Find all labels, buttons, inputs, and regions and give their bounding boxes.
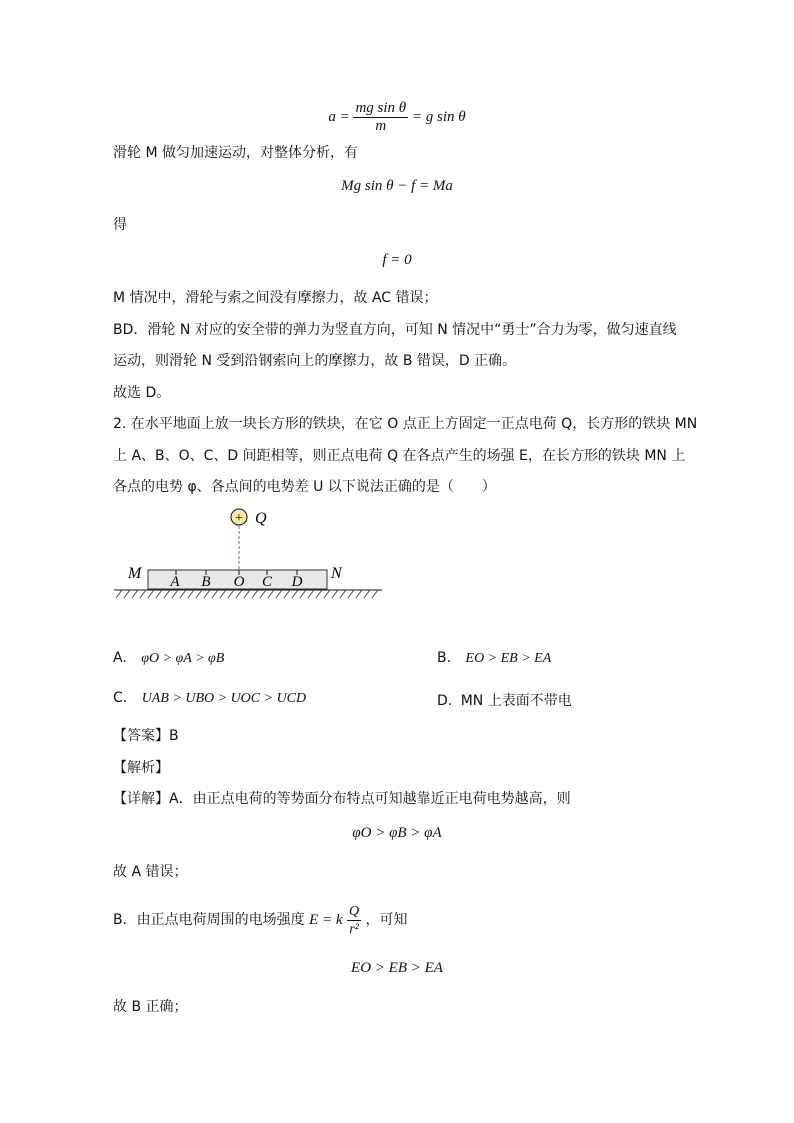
analysis-heading: 【解析】 xyxy=(113,760,169,776)
option-b[interactable] xyxy=(437,650,551,667)
detail-b-eq: E = k xyxy=(309,912,343,928)
option-d[interactable] xyxy=(437,690,572,710)
option-a-label: A. xyxy=(113,650,127,666)
detail-b-pre: B．由正点电荷周围的电场强度 xyxy=(113,912,305,928)
field-fraction-numerator: Q xyxy=(348,903,360,919)
point-c-label: C xyxy=(261,574,273,590)
option-c[interactable] xyxy=(113,690,306,707)
point-a-label: A xyxy=(170,574,180,590)
text-choose: 故选 D。 xyxy=(113,385,171,401)
fraction xyxy=(353,100,408,135)
point-d-label: D xyxy=(291,574,303,590)
text-de: 得 xyxy=(113,217,127,233)
text-b-right: 故 B 正确； xyxy=(113,999,188,1015)
field-fraction xyxy=(347,903,361,938)
text-m-move: 滑轮 M 做匀加速运动，对整体分析，有 xyxy=(113,145,358,161)
detail-b-post: ，可知 xyxy=(365,912,408,928)
equation-lhs: a = xyxy=(328,108,350,125)
charge-label: Q xyxy=(255,510,267,527)
option-d-text: MN 上表面不带电 xyxy=(460,693,572,709)
field-fraction-denominator: r² xyxy=(349,921,359,937)
label-n: N xyxy=(331,565,342,582)
ground-hatching xyxy=(116,590,378,598)
fraction-numerator: mg sin θ xyxy=(355,100,407,116)
option-a-text: φO > φA > φB xyxy=(141,651,225,666)
point-b-label: B xyxy=(201,574,211,590)
equation-field: EO > EB > EA xyxy=(351,960,443,976)
option-a[interactable] xyxy=(113,650,224,667)
text-m-case: M 情况中，滑轮与索之间没有摩擦力，故 AC 错误； xyxy=(113,290,438,306)
detail-a: 【详解】A．由正点电荷的等势面分布特点可知越靠近正电荷电势越高，则 xyxy=(113,791,571,807)
equation-force: Mg sin θ − f = Ma xyxy=(341,178,453,194)
option-d-label: D. xyxy=(437,693,453,709)
iron-block-figure xyxy=(110,502,390,606)
question-2-line-3: 各点的电势 φ、各点间的电势差 U 以下说法正确的是（ ） xyxy=(113,479,496,495)
point-o-label: O xyxy=(233,574,245,590)
text-a-wrong: 故 A 错误； xyxy=(113,864,188,880)
equation-friction-zero: f = 0 xyxy=(382,252,412,268)
question-2-line-2: 上 A、B、O、C、D 间距相等，则正点电荷 Q 在各点产生的场强 E，在长方形的铁块 MN 上 xyxy=(113,448,686,464)
option-c-text: UAB > UBO > UOC > UCD xyxy=(141,691,307,706)
option-b-label: B. xyxy=(437,650,452,666)
equation-potential: φO > φB > φA xyxy=(352,825,442,841)
detail-b xyxy=(113,900,408,940)
label-m: M xyxy=(128,565,142,582)
option-b-text: EO > EB > EA xyxy=(465,651,552,666)
option-c-label: C. xyxy=(113,690,128,706)
text-bd-2: 运动，则滑轮 N 受到沿钢索向上的摩擦力，故 B 错误，D 正确。 xyxy=(113,353,517,369)
fraction-denominator: m xyxy=(375,118,387,134)
text-bd-1: BD．滑轮 N 对应的安全带的弹力为竖直方向，可知 N 情况中“勇士”合力为零，做匀速直线 xyxy=(113,322,677,338)
equation-rhs: = g sin θ xyxy=(411,108,466,125)
equation-acceleration xyxy=(0,100,794,135)
answer-line: 【答案】B xyxy=(113,728,179,744)
question-2-line-1: 2. 在水平地面上放一块长方形的铁块，在它 O 点正上方固定一正点电荷 Q，长方形的铁块 MN xyxy=(113,416,698,432)
charge-sign: + xyxy=(235,511,243,526)
